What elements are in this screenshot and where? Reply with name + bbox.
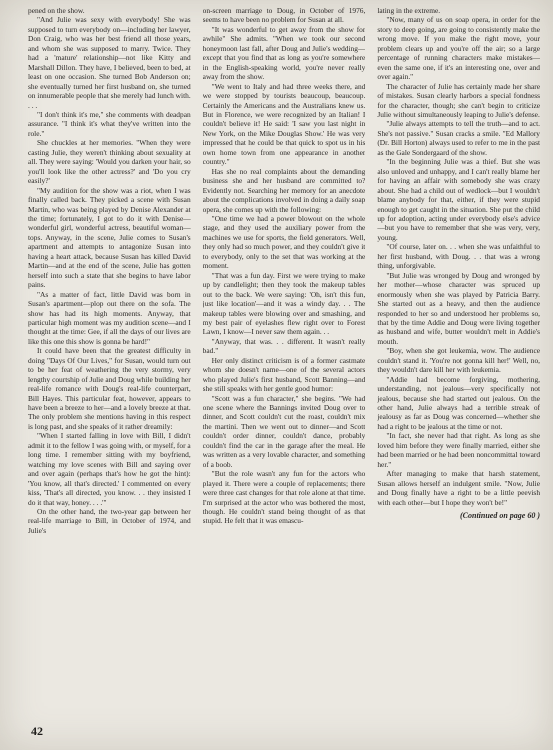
paragraph: on-screen marriage to Doug, in October of 1976, seems to have been no problem for Susan at all. — [202, 6, 366, 25]
paragraph: "Julie always attempts to tell the truth—and to act. She's not passive." Susan cracks a smile. "Ed Mallory (Dr. Bill Horton) always used to refer to me in the past as the Gale Sondergaard of the show. — [377, 119, 541, 157]
paragraph: lating in the extreme. — [377, 6, 441, 15]
paragraph: It could have been that the greatest difficulty in doing "Days Of Our Lives," for Susan, would turn out to be her feat of weathering the very stormy, very lengthy courtship of Julie and Doug while building her real-life romance with Doug's real-life counterpart, Bill Hayes. This particular feat, however, appears to have been a breeze to her—and a lovely breeze at that. The only problem she mentions having in this respect is long past, and she speaks of it rather dreamily: — [28, 346, 191, 431]
paragraph: "When I started falling in love with Bill, I didn't admit it to the fellow I was going with, or myself, for a long time. I remember sitting with my boyfriend, watching my love scenes with Bill and saying over and over again (perhaps that's how he got the hint): 'You know, all that's directed.' I commented on every kiss, 'That's all directed, you know. . . they insisted I do it that way, honey. . . .'" — [28, 431, 191, 507]
paragraph: "Anyway, that was. . . different. It wasn't really bad." — [202, 336, 366, 356]
paragraph: "Now, many of us on soap opera, in order for the story to deep going, are going to consistently make the wrong move. If you make the right move, your problem clears up and you're off the air; so a large percentage of running characters make mistakes—even the same one, if it's an interesting one, over and over again." — [377, 15, 541, 82]
paragraph: After managing to make that harsh statement, Susan allows herself an indulgent smile. "Now, Julie and Doug finally have a right to be a little peevish with each other—but I hope they won't be!" — [377, 469, 541, 507]
paragraph: Has she no real complaints about the demanding business she and her husband are committed to? Evidently not. Searching her memory for an anecdote about the complications involved in doing a daily soap opera, she comes up with the following: — [202, 166, 366, 214]
paragraph: "It was wonderful to get away from the show for awhile" She admits. "When we took our second honeymoon last fall, after Doug and Julie's wedding—except that you find that as long as you're somewhere in the English-speaking world, you're never really away from the show. — [202, 24, 366, 82]
paragraph: "We went to Italy and had three weeks there, and we were stopped by tourists beaucoup, beaucoup. Certainly the Americans and the Australians knew us. But in Florence, we were recognized by an Italian! I couldn't believe it! He said: 'I saw you last night in New York, on the Mike Douglas Show.' He was very impressed that he could be that quick to spot us in his own home town from one appearance in another country." — [202, 81, 366, 167]
paragraph: "As a matter of fact, little David was born in Susan's apartment—plop out there on the sofa. The show has had its high moments. Anyway, that particular high moment was my audition scene—and I thought at the time: Gee, if all the days of our lives are like this one this show is gonna be hard!" — [28, 289, 191, 346]
column-1 — [28, 6, 191, 728]
paragraph: "Addie had become forgiving, mothering, understanding, not jealous—very specifically not jealous, because she had started out jealous. On the other hand, Julie always had a terrible streak of jealousy as far as Doug was concerned—whether she had a right to be jealous at the time or not. — [377, 374, 541, 431]
paragraph: "That was a fun day. First we were trying to make up by candlelight; then they took the makeup tables out to the back. We were saying: 'Oh, isn't this fun, just like location'—and it was a windy day. . . The makeup tables were blowing over and smashing, and my best pair of eyelashes flew right over to Forest Lawn, I know—I never saw them again. . . — [202, 270, 366, 337]
paragraph: "I don't think it's me," she comments with deadpan assurance. "I think it's what they've written into the role." — [28, 109, 191, 138]
paragraph: "In fact, she never had that right. As long as she loved him before they were finally married, either she had been married or he had been noncommittal toward her." — [377, 431, 541, 469]
paragraph: "My audition for the show was a riot, when I was finally called back. They picked a scene with Susan Martin, who was being played by Denise Alexander at the time; fortunately, I got to do it with Denise—wonderful girl, wonderful actress, beautiful woman—tops. Anyway, in the scene, Julie comes to Susan's apartment and attempts to antagonize Susan into having a heart attack, because Susan has killed David Martin—and at the end of the scene, Julie has gotten herself into such a state that she begins to have labor pains. — [28, 185, 191, 290]
paragraph: She chuckles at her memories. "When they were casting Julie, they weren't thinking about sexuality at all. They were saying: 'Would you darken your hair, so you'll look like the other actress?' and 'Do you cry easily?' — [28, 138, 191, 186]
paragraph: "One time we had a power blowout on the whole stage, and they used the auxiliary power from the machines we use for sports, the field generators. Well, they only had so much power, and they couldn't give it to everybody, only to the set that was working at the moment. — [202, 213, 366, 271]
paragraph: "Scott was a fun character," she begins. "We had one scene where the Bannings invited Doug over to dinner, and Scott couldn't cut the roast, couldn't mix the martini. Then we went out to dinner—and Scott couldn't order dinner, couldn't dance, probably couldn't find the car in the garage after the meal. He was written as a very lovable character, and something of a boob. — [202, 393, 366, 469]
paragraph: "In the beginning Julie was a thief. But she was also unloved and unhappy, and I can't really blame her for having an affair with somebody she was crazy about. She had a child out of wedlock—but I wouldn't blame anybody for that, either, if they were stupid enough to get caught in the situation. She put the child up for adoption, acting under everybody else's advice—but you have to remember that she was very, very, young. — [377, 157, 541, 242]
paragraph: Her only distinct criticism is of a former castmate whom she doesn't name—one of the several actors who played Julie's first husband, Scott Banning—and she still speaks with her gentle good humor: — [202, 355, 366, 394]
column-2 — [203, 6, 366, 728]
paragraph: pened on the show. — [28, 6, 85, 15]
paragraph: The character of Julie has certainly made her share of mistakes. Susan clearly harbors a special fondness for the character, though; she can't begin to criticize Julie without simultaneously leaping to Julie's defense. — [377, 81, 541, 119]
article-columns — [28, 6, 540, 728]
continued-note: (Continued on page 60 ) — [460, 511, 541, 521]
paragraph: "Boy, when she got leukemia, wow. The audience couldn't stand it. 'You're not gonna kill her!' Well, no, they wouldn't dare kill her with leukemia. — [377, 346, 541, 375]
column-3 — [377, 6, 540, 728]
paragraph: On the other hand, the two-year gap between her real-life marriage to Bill, in October of 1974, and Julie's — [28, 507, 191, 535]
page-number: 42 — [31, 724, 43, 738]
paragraph: "But the role wasn't any fun for the actors who played it. There were a couple of replacements; there were three cast changes for that role alone at that time. I'm surprised at the actor who was bothered the most, though. He couldn't stand being thought of as that stupid. He felt that it was emascu- — [202, 469, 366, 526]
paragraph: "And Julie was sexy with everybody! She was supposed to turn everybody on—including her lawyer, Don Craig, who was her best friend all those years, and whom she was supposed to marry. Twice. They had a 'mature' relationship—not like Kitty and Marshall Dillon. They have, I believed, been to bed, at least on one occasion. She turned Bob Anderson on; she eventually turned her first husband on, she turned on innumerable people that she merely had lunch with. . . . — [28, 15, 191, 110]
paragraph: "But Julie was wronged by Doug and wronged by her mother—whose character was spruced up enormously when she was played by Patricia Barry. She started out as a heavy, and then the audience responded to her so and understood her problems so, that by the time Addie and Doug were living together as husband and wife, butter wouldn't melt in Addie's mouth. — [377, 270, 541, 346]
paragraph: "Of course, later on. . . when she was unfaithful to her first husband, with Doug. . . that was a wrong thing, unforgivable. — [377, 242, 541, 271]
